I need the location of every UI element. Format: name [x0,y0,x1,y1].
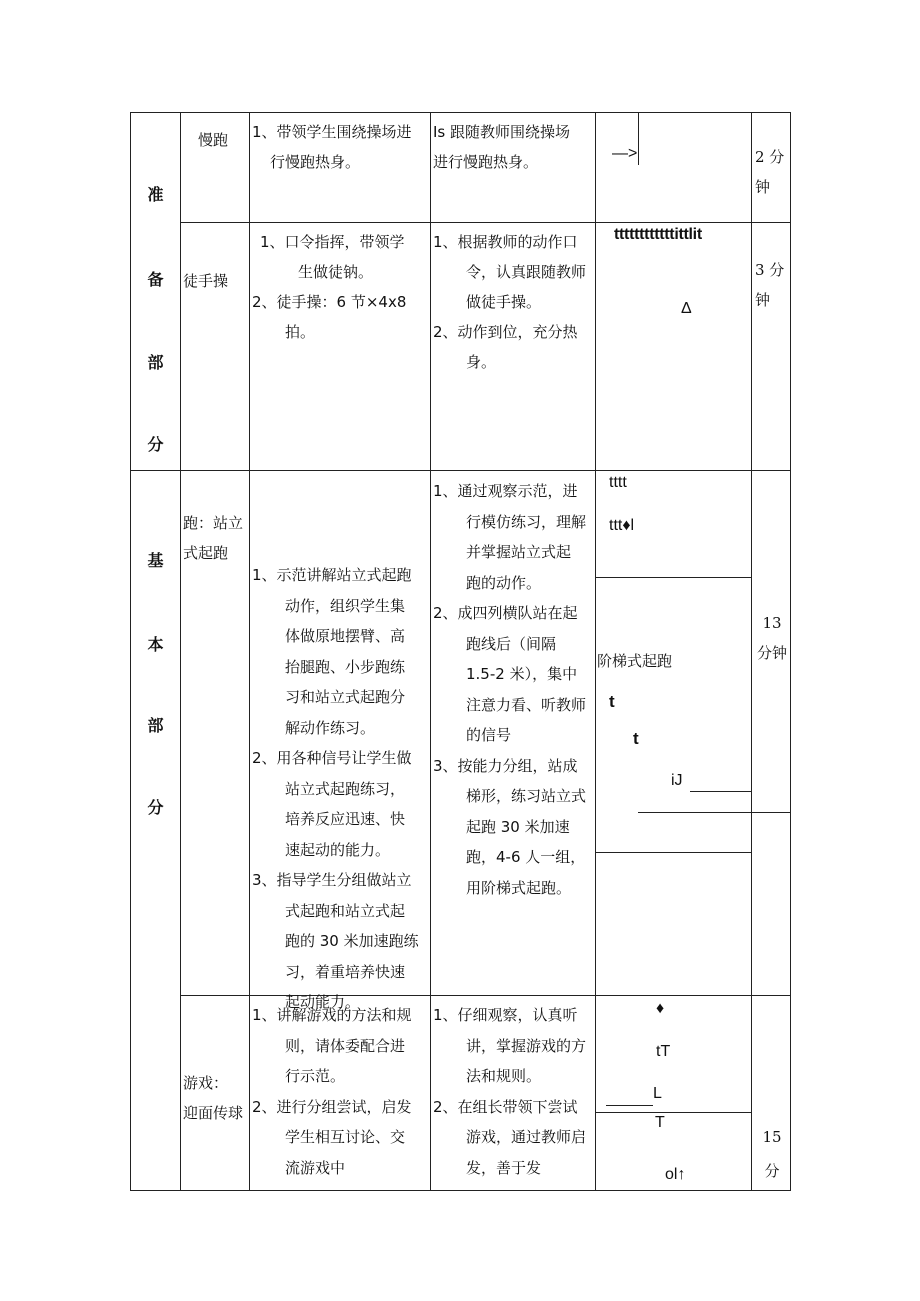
section-label-basic-4: 分 [147,798,164,817]
text-line: 2、徒手操：6 节×4x8 [252,293,407,311]
table-border [180,222,791,223]
row1-teacher [252,117,412,177]
text-line: 分钟 [756,644,787,662]
text-line: 流游戏中 [285,1158,346,1177]
text-line: 15 [762,1128,782,1146]
text-line: 跑线后（间隔 [466,634,557,653]
row3-teacher [252,560,419,1018]
text-line: 跑：站立 [183,514,244,532]
text-line: 2、用各种信号让学生做 [252,749,412,767]
text-line: 3 分 [755,261,785,279]
row3-diagram-line [690,791,751,792]
text-line: 1.5-2 米），集中 [466,665,578,683]
text-line: 拍。 [285,323,316,341]
text-line: 跑，4-6 人一组， [466,848,586,866]
table-border [180,112,181,1191]
text-line: Is 跟随教师围绕操场 [433,123,571,141]
section-label-prep-4: 分 [147,435,164,454]
section-label-prep-1: 准 [147,185,164,204]
text-line: 游戏： [183,1074,229,1092]
text-line: 行示范。 [285,1067,346,1085]
text-line: 发，善于发 [466,1158,542,1177]
text-line: 用阶梯式起跑。 [466,878,572,897]
row2-time [755,255,784,315]
row3-diagram-mark-3: iJ [671,772,683,789]
text-line: 2、动作到位，充分热 [433,323,578,341]
text-line: 速起动的能力。 [285,840,391,859]
row4-diagram-mark-5: ol↑ [665,1166,686,1183]
table-border [790,112,791,1191]
text-line: 行模仿练习，理解 [466,512,587,531]
text-line: 跑的动作。 [466,573,542,592]
section-label-prep-2: 备 [147,270,164,289]
text-line: 1、讲解游戏的方法和规 [252,1006,412,1024]
text-line: 分 [764,1162,780,1180]
text-line: 抬腿跑、小步跑练 [285,657,406,676]
row1-time [755,142,784,202]
row2-student [433,227,586,377]
text-line: 2、在组长带领下尝试 [433,1097,578,1116]
text-line: 行慢跑热身。 [270,153,361,171]
section-label-basic-3: 部 [147,716,164,735]
row3-content [183,508,243,568]
text-line: 式起跑和站立式起 [285,901,406,920]
text-line: 梯形，练习站立式 [466,787,587,805]
text-line: 习和站立式起跑分 [285,688,406,706]
text-line: 1、带领学生围绕操场进 [252,123,412,141]
text-line: 起动能力。 [285,993,361,1011]
text-line: 身。 [466,353,497,371]
text-line: 迎面传球 [183,1104,244,1122]
row4-diagram-mark-1: ♦ [656,1000,665,1017]
text-line: 习，着重培养快速 [285,962,406,981]
text-line: 游戏，通过教师启 [466,1128,587,1146]
text-line: 1、仔细观察，认真听 [433,1006,578,1024]
text-line: 3、指导学生分组做站立 [252,871,412,889]
row1-student [433,117,570,177]
text-line: 2、成四列横队站在起 [433,604,578,622]
row3-diagram-mark-2: t [633,729,639,748]
table-border [595,112,596,1191]
text-line: 13 [762,614,782,632]
table-border [249,112,250,1191]
section-label-basic-2: 本 [147,635,164,654]
section-label-prep-3: 部 [147,353,164,372]
text-line: 1、根据教师的动作口 [433,233,578,251]
row3-diagram-line [638,812,790,813]
text-line: 1、口令指挥，带领学 [260,233,405,251]
text-line: 2 分 [755,148,785,166]
row4-time [754,1120,790,1188]
row2-content: 徒手操 [183,272,229,290]
row3-diagram-line [595,852,751,853]
text-line: 动作，组织学生集 [285,596,406,615]
table-border [130,112,791,113]
row1-content: 慢跑 [198,131,229,149]
text-line: 式起跑 [183,544,229,562]
text-line: 学生相互讨论、交 [285,1128,406,1146]
text-line: 的信号 [466,726,512,744]
row2-teacher [252,227,406,347]
text-line: 讲，掌握游戏的方 [466,1036,587,1055]
table-border [130,470,791,471]
text-line: 1、通过观察示范，进 [433,482,578,500]
row4-teacher [252,1000,412,1183]
row1-diagram-line [638,113,639,165]
text-line: 钟 [755,291,771,309]
section-label-basic-1: 基 [147,551,164,570]
text-line: 钟 [755,178,771,196]
row2-diagram-marks: ttttttttttttittlit [614,226,702,243]
row3-diagram-mark-1: t [609,692,615,711]
row3-time [754,608,790,668]
text-line: 1、示范讲解站立式起跑 [252,566,412,584]
row4-content [183,1068,243,1128]
row3-student [433,476,586,903]
row1-diagram-arrow: —> [612,145,638,162]
table-border [751,112,752,1191]
row3-diagram-top-1: tttt [609,474,627,491]
text-line: 解动作练习。 [285,718,376,737]
text-line: 注意力看、听教师 [466,695,587,714]
text-line: 令，认真跟随教师 [466,263,587,281]
text-line: 站立式起跑练习， [285,779,406,798]
text-line: 培养反应迅速、快 [285,810,406,828]
row4-diagram-mark-4: T [655,1114,665,1131]
row4-diagram-line [606,1105,653,1106]
text-line: 起跑 30 米加速 [466,817,570,836]
text-line: 3、按能力分组，站成 [433,756,578,775]
row4-diagram-line [595,1112,751,1113]
text-line: 生做徒钠。 [298,263,374,281]
row4-diagram-mark-3: L [653,1085,662,1102]
row4-diagram-mark-2: tT [656,1043,671,1060]
text-line: 进行慢跑热身。 [433,153,539,171]
text-line: 并掌握站立式起 [466,543,572,561]
text-line: 2、进行分组尝试，启发 [252,1097,412,1116]
row4-student [433,1000,586,1183]
text-line: 跑的 30 米加速跑练 [285,932,419,950]
text-line: 法和规则。 [466,1067,542,1085]
row2-diagram-teacher-mark: Δ [681,300,692,317]
text-line: 体做原地摆臂、高 [285,627,406,645]
row3-diagram-label: 阶梯式起跑 [597,652,673,670]
text-line: 则，请体委配合进 [285,1036,406,1055]
table-border [130,1190,791,1191]
text-line: 做徒手操。 [466,293,542,311]
row3-diagram-top-2: ttt♦l [609,517,635,534]
table-border [430,112,431,1191]
row3-diagram-divider [595,577,751,578]
